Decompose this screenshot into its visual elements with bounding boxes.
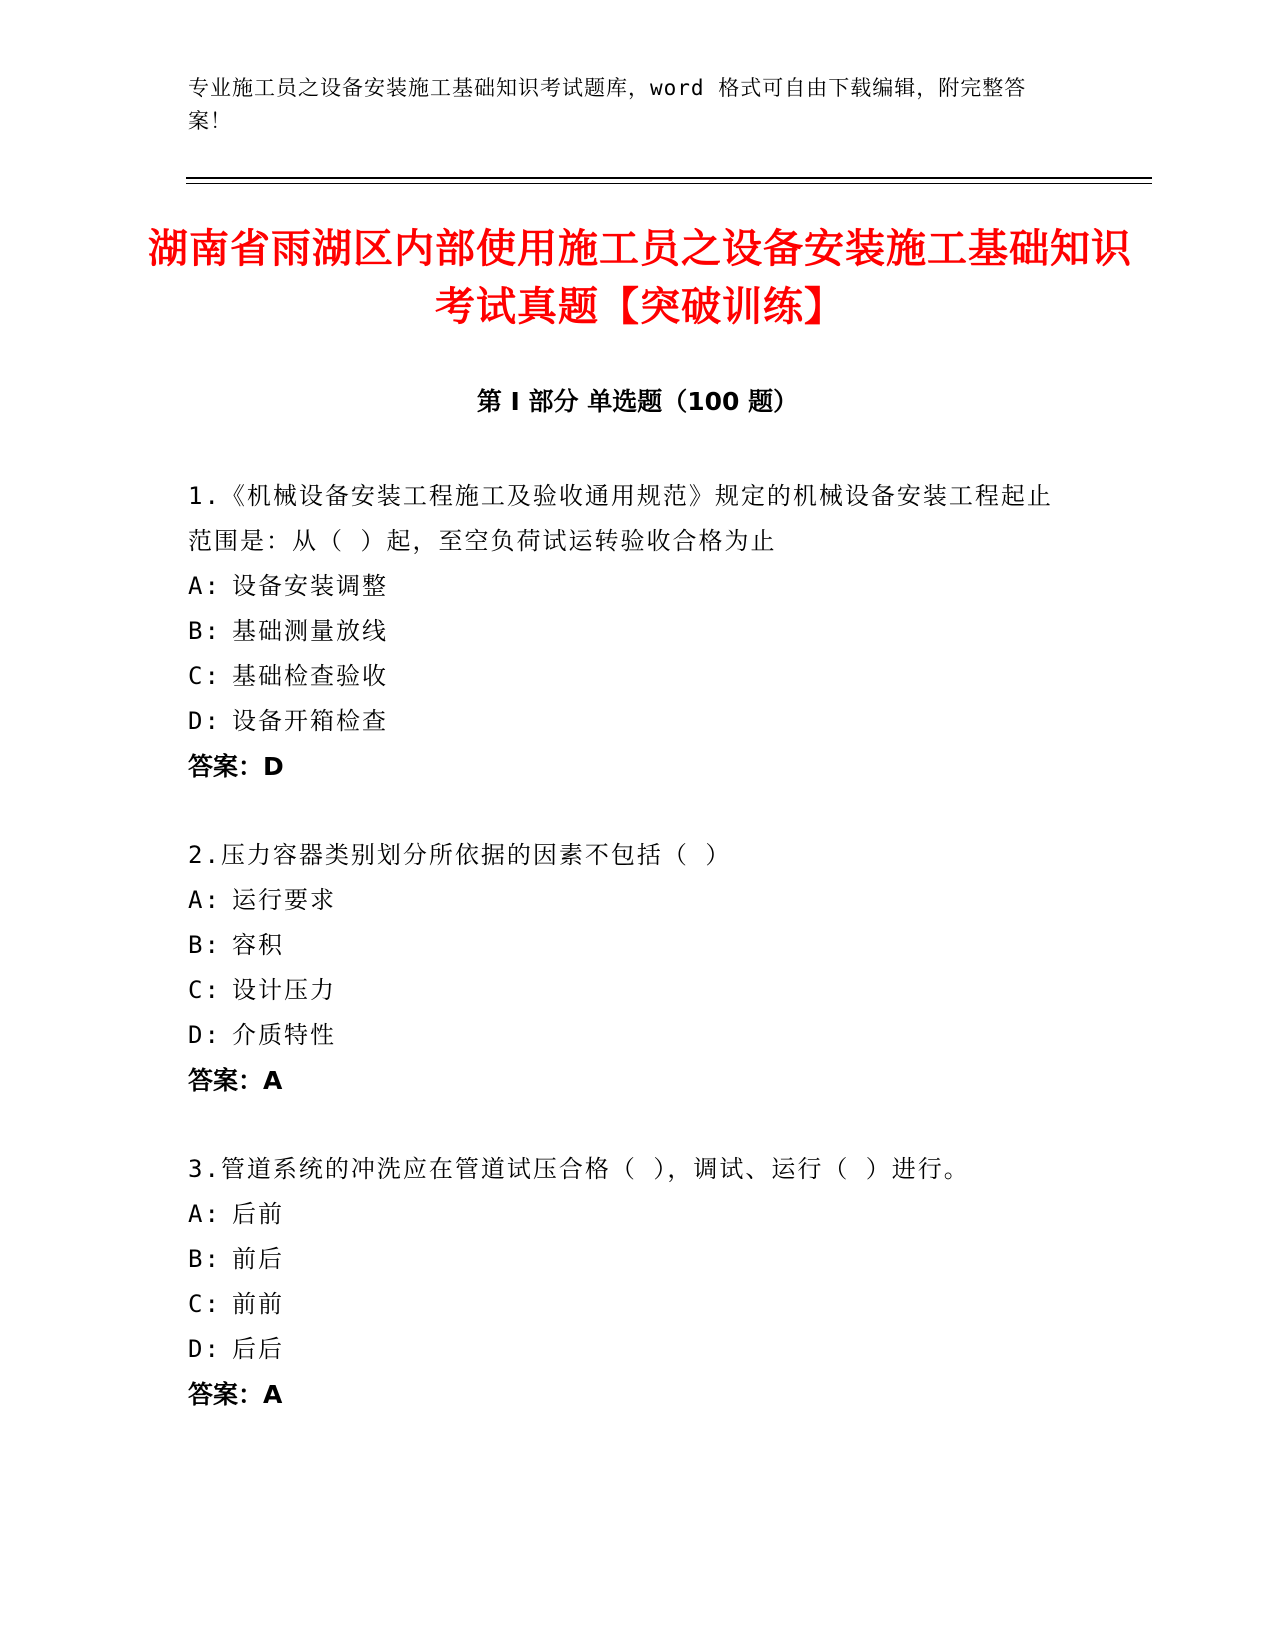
answer-line: 答案：D [188, 752, 284, 781]
question-text: 1.《机械设备安装工程施工及验收通用规范》规定的机械设备安装工程起止范围是：从（ ）起，至空负荷试运转验收合格为止 [188, 482, 1053, 555]
answer-line: 答案：A [188, 1066, 283, 1095]
option-letter: B: [188, 1245, 221, 1273]
question-item [188, 833, 1068, 1103]
option-text: 设备开箱检查 [232, 707, 388, 735]
option-a [188, 878, 1068, 923]
question-list [188, 474, 1068, 1461]
option-text: 运行要求 [232, 886, 336, 914]
option-letter: C: [188, 976, 221, 1004]
option-letter: A: [188, 572, 221, 600]
answer-line: 答案：A [188, 1380, 283, 1409]
option-b [188, 923, 1068, 968]
option-letter: D: [188, 707, 221, 735]
option-text: 介质特性 [232, 1021, 336, 1049]
option-a [188, 564, 1068, 609]
option-letter: A: [188, 886, 221, 914]
option-a [188, 1192, 1068, 1237]
option-letter: B: [188, 931, 221, 959]
option-text: 前后 [232, 1245, 284, 1273]
option-text: 容积 [232, 931, 284, 959]
option-letter: C: [188, 1290, 221, 1318]
option-b [188, 609, 1068, 654]
question-text: 3.管道系统的冲洗应在管道试压合格（ ），调试、运行（ ）进行。 [188, 1155, 970, 1183]
document-title: 湖南省雨湖区内部使用施工员之设备安装施工基础知识考试真题【突破训练】 [148, 226, 1132, 330]
option-text: 后前 [232, 1200, 284, 1228]
option-text: 后后 [232, 1335, 284, 1363]
option-text: 设备安装调整 [232, 572, 388, 600]
option-d [188, 1327, 1068, 1372]
header-divider-thick [186, 177, 1152, 179]
option-letter: C: [188, 662, 221, 690]
header-divider-thin [186, 183, 1152, 184]
option-text: 基础检查验收 [232, 662, 388, 690]
option-letter: B: [188, 617, 221, 645]
question-item [188, 474, 1068, 789]
option-text: 设计压力 [232, 976, 336, 1004]
option-c [188, 654, 1068, 699]
header-note: 专业施工员之设备安装施工基础知识考试题库，word 格式可自由下载编辑，附完整答案！ [188, 76, 1027, 133]
option-c [188, 1282, 1068, 1327]
option-text: 基础测量放线 [232, 617, 388, 645]
option-letter: A: [188, 1200, 221, 1228]
option-b [188, 1237, 1068, 1282]
option-d [188, 1013, 1068, 1058]
option-letter: D: [188, 1021, 221, 1049]
option-letter: D: [188, 1335, 221, 1363]
option-text: 前前 [232, 1290, 284, 1318]
section-heading: 第 I 部分 单选题（100 题） [476, 387, 799, 416]
question-item [188, 1147, 1068, 1417]
option-d [188, 699, 1068, 744]
option-c [188, 968, 1068, 1013]
question-text: 2.压力容器类别划分所依据的因素不包括（ ） [188, 841, 732, 869]
